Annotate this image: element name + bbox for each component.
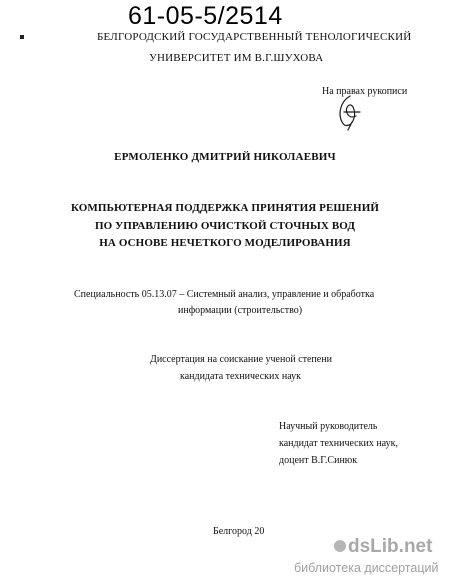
supervisor-line-1: Научный руководитель	[279, 421, 378, 432]
dslib-watermark[interactable]	[290, 536, 450, 581]
handwritten-signature-icon	[330, 92, 370, 137]
author-name: ЕРМОЛЕНКО ДМИТРИЙ НИКОЛАЕВИЧ	[114, 151, 336, 163]
dissertation-title-line-2: ПО УПРАВЛЕНИЮ ОЧИСТКОЙ СТОЧНЫХ ВОД	[94, 220, 356, 232]
black-square-mark-icon	[20, 35, 24, 39]
archive-stamp-number: 61-05-5/2514	[128, 2, 283, 30]
place-and-year: Белгород 20	[213, 526, 265, 537]
degree-line-1: Диссертация на соискание ученой степени	[150, 354, 332, 365]
supervisor-line-3: доцент В.Г.Синюк	[279, 455, 358, 466]
watermark-subtitle: библиотека диссертаций	[294, 561, 439, 575]
specialty-line-1: Специальность 05.13.07 – Системный анализ, управление и обработка	[74, 289, 375, 300]
watermark-logo-text: dsLib.net	[348, 536, 433, 557]
institution-line-2: УНИВЕРСИТЕТ ИМ В.Г.ШУХОВА	[149, 52, 324, 64]
degree-line-2: кандидата технических наук	[180, 371, 302, 382]
institution-line-1: БЕЛГОРОДСКИЙ ГОСУДАРСТВЕННЫЙ ТЕНОЛОГИЧЕСКИЙ	[97, 31, 412, 43]
specialty-line-2: информации (строительство)	[178, 305, 303, 316]
dissertation-title-line-1: КОМПЬЮТЕРНАЯ ПОДДЕРЖКА ПРИНЯТИЯ РЕШЕНИЙ	[70, 202, 380, 214]
dissertation-title-line-3: НА ОСНОВЕ НЕЧЕТКОГО МОДЕЛИРОВАНИЯ	[99, 237, 351, 249]
supervisor-line-2: кандидат технических наук,	[279, 438, 398, 449]
manuscript-rights-label: На правах рукописи	[322, 86, 408, 97]
dslib-logo-circle-icon	[334, 540, 346, 552]
